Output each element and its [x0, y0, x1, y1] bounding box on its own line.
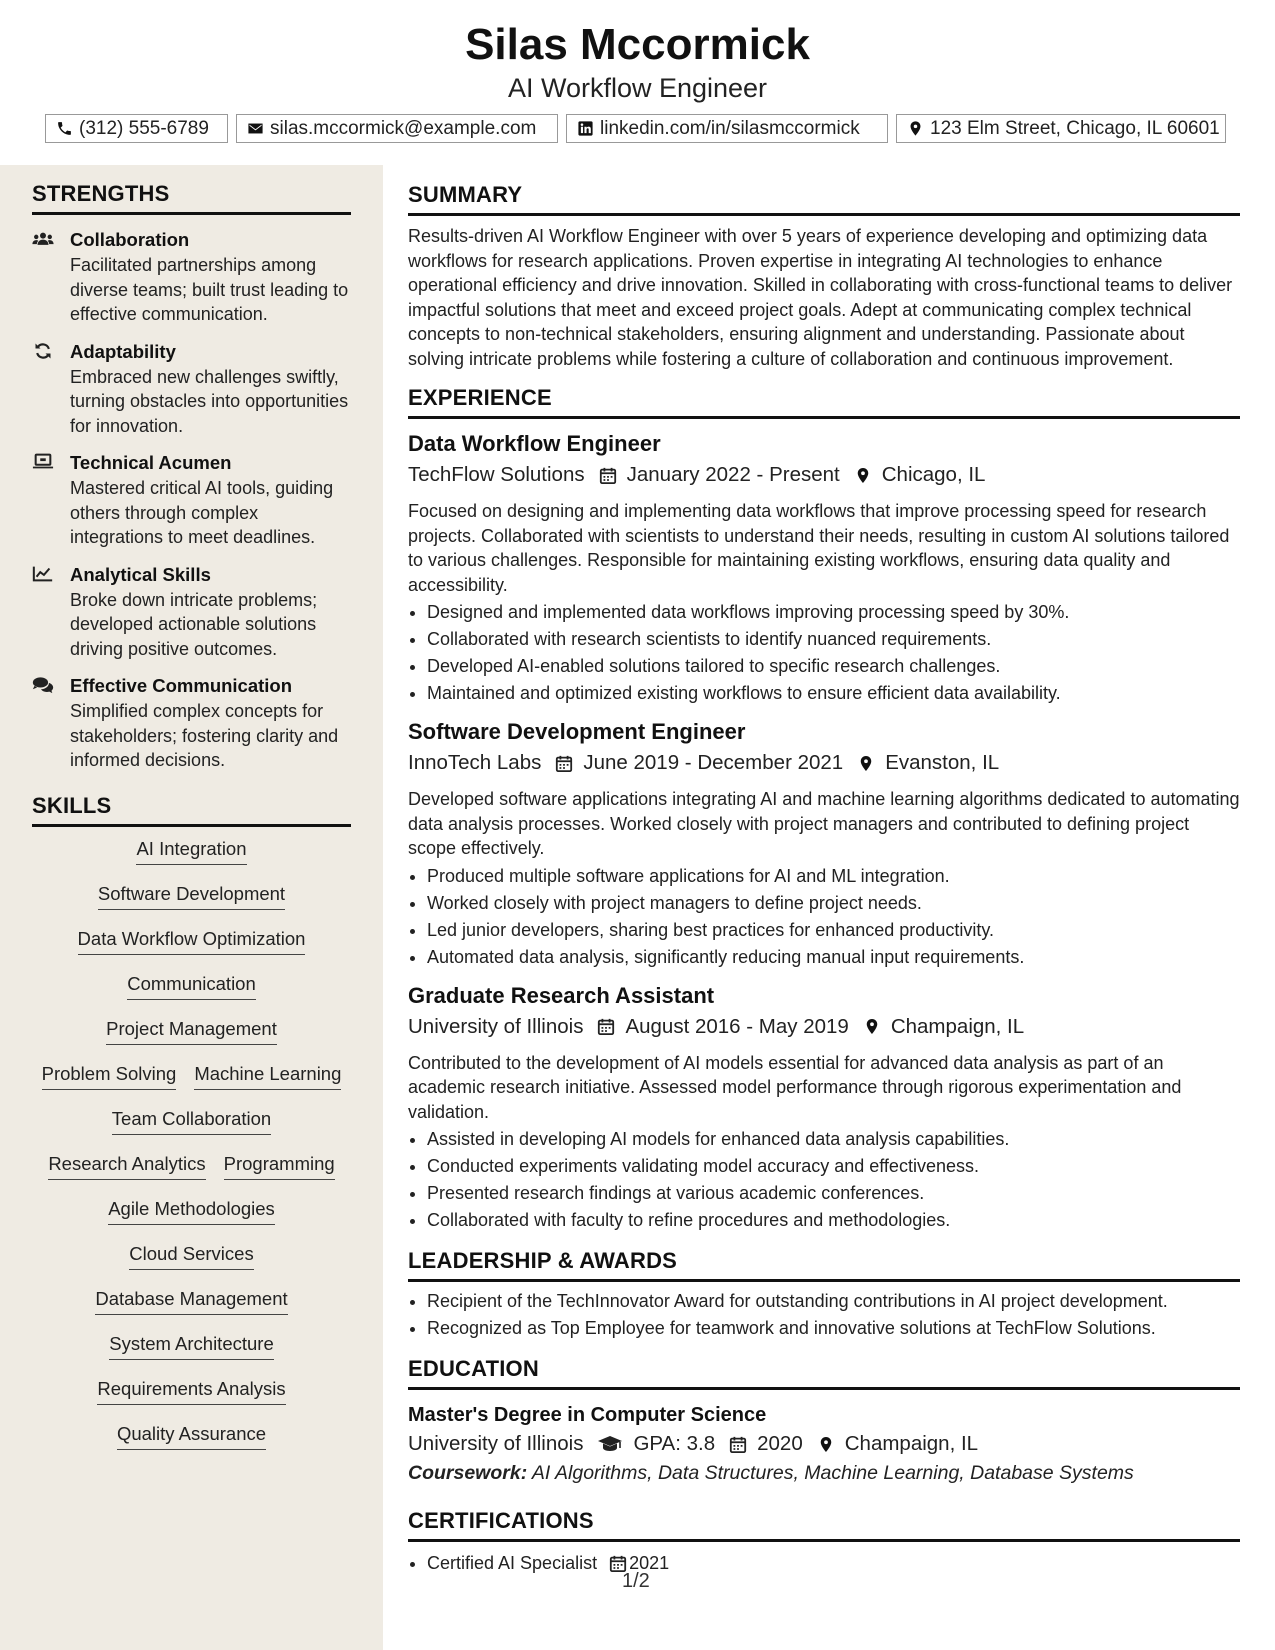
- award-item: • Recognized as Top Employee for teamwork and innovative solutions at TechFlow Solutions.: [427, 1315, 1240, 1342]
- leadership-list: [408, 1288, 1240, 1342]
- page-number: 1/2: [622, 1570, 650, 1592]
- graduation-year: 2020: [757, 1432, 803, 1455]
- skill-tag: System Architecture: [109, 1332, 274, 1360]
- skill-tag: Problem Solving: [42, 1062, 177, 1090]
- map-pin-icon: [863, 1017, 881, 1036]
- job-bullet: • Automated data analysis, significantly reducing manual input requirements.: [427, 944, 1240, 971]
- email-contact[interactable]: [236, 114, 558, 143]
- award-item: • Recipient of the TechInnovator Award for outstanding contributions in AI project development.: [427, 1288, 1240, 1315]
- strength-item: [32, 227, 351, 327]
- leadership-heading: LEADERSHIP & AWARDS: [408, 1248, 1240, 1282]
- job-description: Developed software applications integrating AI and machine learning algorithms dedicated to automating data analysis processes. Worked closely with project managers and contributed to defining project scope effectively.: [408, 789, 1240, 858]
- envelope-icon: [247, 120, 264, 137]
- phone-icon: [56, 120, 73, 137]
- skill-tag: Requirements Analysis: [97, 1377, 285, 1405]
- job-bullet: • Led junior developers, sharing best practices for enhanced productivity.: [427, 917, 1240, 944]
- calendar-icon: [729, 1435, 747, 1454]
- certifications-list: [408, 1550, 1240, 1577]
- strength-desc: Mastered critical AI tools, guiding others through complex integrations to meet deadlines.: [70, 478, 334, 547]
- job-bullet: • Designed and implemented data workflows improving processing speed by 30%.: [427, 599, 1240, 626]
- summary-text: Results-driven AI Workflow Engineer with over 5 years of experience developing and optimizing data workflows for research applications. Proven expertise in integrating AI technologies to enhance operational efficiency and drive innovation. Skilled in collaborating with cross-functional teams to deliver impactful solutions that meet and exceed project goals. Adept at communicating complex technical concepts to non-technical stakeholders, ensuring alignment and understanding. Passionate about solving intricate problems while fostering a culture of collaboration and continuous improvement.: [408, 226, 1233, 369]
- job-role: Data Workflow Engineer: [408, 431, 661, 456]
- education-meta: [408, 1430, 1240, 1458]
- job-role: Software Development Engineer: [408, 719, 746, 744]
- resume-header: [0, 18, 1275, 104]
- certification-name: • Certified AI Specialist: [427, 1553, 598, 1573]
- skill-tag: Agile Methodologies: [108, 1197, 275, 1225]
- experience-heading: EXPERIENCE: [408, 385, 1240, 419]
- calendar-icon: [599, 466, 617, 485]
- job-bullet: • Maintained and optimized existing workflows to ensure efficient data availability.: [427, 680, 1240, 707]
- skill-tag: Data Workflow Optimization: [78, 927, 306, 955]
- strength-item: [32, 673, 351, 773]
- map-pin-icon: [817, 1435, 835, 1454]
- contact-bar: [45, 114, 1226, 143]
- job-bullet: • Collaborated with research scientists to identify nuanced requirements.: [427, 626, 1240, 653]
- job-meta: [408, 459, 1240, 491]
- job-company: TechFlow Solutions: [408, 463, 585, 486]
- school-location: Champaign, IL: [844, 1432, 979, 1455]
- linkedin-text: linkedin.com/in/silasmccormick: [600, 117, 860, 139]
- candidate-name: Silas Mccormick: [465, 20, 810, 69]
- email-text: silas.mccormick@example.com: [270, 117, 537, 139]
- strength-desc: Broke down intricate problems; developed actionable solutions driving positive outcomes.: [70, 589, 318, 659]
- job-meta: [408, 747, 1240, 779]
- job-description: Focused on designing and implementing data workflows that improve processing speed for research projects. Collaborated with scientists to understand their needs, resulting in custom AI solutions tailored to various challenges. Responsible for maintaining existing workflows, ensuring data quality and accessibility.: [408, 501, 1230, 595]
- job-location: Champaign, IL: [890, 1014, 1025, 1038]
- map-pin-icon: [857, 754, 875, 773]
- skill-tag: Cloud Services: [129, 1242, 253, 1270]
- skills-list: [32, 837, 351, 1467]
- skill-tag: Database Management: [95, 1287, 287, 1315]
- calendar-icon: [555, 754, 573, 773]
- skill-tag: Team Collaboration: [112, 1107, 271, 1135]
- job-bullet: • Developed AI-enabled solutions tailored to specific research challenges.: [427, 653, 1240, 680]
- strengths-heading: STRENGTHS: [32, 181, 351, 215]
- job-bullet: • Worked closely with project managers to define project needs.: [427, 890, 1240, 917]
- certification-item: [427, 1550, 1240, 1577]
- strength-title: Technical Acumen: [70, 452, 232, 473]
- skill-tag: Research Analytics: [48, 1152, 205, 1180]
- skill-tag: AI Integration: [136, 837, 246, 865]
- skill-tag: Machine Learning: [194, 1062, 341, 1090]
- job-meta: [408, 1011, 1240, 1043]
- job-bullet: • Produced multiple software applications for AI and ML integration.: [427, 863, 1240, 890]
- job-entry: [408, 429, 1240, 707]
- certification-year: 2021: [629, 1553, 670, 1573]
- graduation-cap-icon: [597, 1434, 623, 1454]
- linkedin-contact[interactable]: [566, 114, 888, 143]
- degree-title: Master's Degree in Computer Science: [408, 1404, 767, 1426]
- skill-tag: Project Management: [106, 1017, 277, 1045]
- address-text: 123 Elm Street, Chicago, IL 60601: [930, 117, 1220, 139]
- chart-line-icon: [32, 564, 54, 584]
- phone-contact[interactable]: [45, 114, 228, 143]
- strength-item: [32, 450, 351, 550]
- coursework-list: AI Algorithms, Data Structures, Machine Learning, Database Systems: [531, 1462, 1134, 1484]
- job-dates: June 2019 - December 2021: [583, 751, 844, 774]
- job-bullet: • Assisted in developing AI models for enhanced data analysis capabilities.: [427, 1126, 1240, 1153]
- map-pin-icon: [907, 120, 924, 137]
- users-icon: [32, 229, 54, 249]
- phone-text: (312) 555-6789: [79, 117, 209, 139]
- job-bullet: • Presented research findings at various academic conferences.: [427, 1180, 1240, 1207]
- address-contact: [896, 114, 1226, 143]
- skills-heading: SKILLS: [32, 793, 351, 827]
- candidate-title: AI Workflow Engineer: [507, 73, 768, 103]
- job-description: Contributed to the development of AI models essential for advanced data analysis as part of an academic research initiative. Assessed model performance through rigorous experimentation and validation.: [408, 1052, 1182, 1122]
- job-bullet: • Collaborated with faculty to refine procedures and methodologies.: [427, 1207, 1240, 1234]
- strength-desc: Embraced new challenges swiftly, turning obstacles into opportunities for innovation.: [70, 366, 349, 436]
- skill-tag: Programming: [224, 1152, 335, 1180]
- coursework: [408, 1458, 1240, 1488]
- strength-title: Collaboration: [70, 229, 190, 250]
- strength-desc: Simplified complex concepts for stakeholders; fostering clarity and informed decisions.: [70, 701, 339, 770]
- laptop-icon: [32, 452, 54, 472]
- job-entry: [408, 717, 1240, 971]
- job-dates: January 2022 - Present: [626, 463, 840, 486]
- job-bullet: • Conducted experiments validating model accuracy and effectiveness.: [427, 1153, 1240, 1180]
- strength-item: [32, 339, 351, 439]
- job-location: Chicago, IL: [881, 463, 986, 486]
- summary-heading: SUMMARY: [408, 182, 1240, 216]
- job-location: Evanston, IL: [885, 751, 1000, 774]
- gpa: GPA: 3.8: [633, 1432, 716, 1455]
- job-company: InnoTech Labs: [408, 751, 542, 774]
- strength-desc: Facilitated partnerships among diverse teams; built trust leading to effective communication.: [70, 255, 349, 324]
- school-name: University of Illinois: [408, 1432, 584, 1455]
- sidebar: [0, 165, 383, 1650]
- skill-tag: Communication: [127, 972, 256, 1000]
- job-company: University of Illinois: [408, 1014, 584, 1038]
- job-bullets: [408, 1126, 1240, 1234]
- job-dates: August 2016 - May 2019: [625, 1014, 849, 1038]
- coursework-label: Coursework:: [408, 1462, 528, 1484]
- strength-item: [32, 562, 351, 662]
- calendar-icon: [597, 1017, 615, 1036]
- job-role: Graduate Research Assistant: [408, 982, 715, 1008]
- map-pin-icon: [854, 466, 872, 485]
- skill-tag: Quality Assurance: [117, 1422, 266, 1450]
- job-entry: [408, 981, 1240, 1235]
- education-heading: EDUCATION: [408, 1356, 1240, 1390]
- strength-title: Effective Communication: [70, 675, 293, 696]
- refresh-icon: [32, 341, 54, 361]
- strength-title: Analytical Skills: [70, 563, 211, 585]
- skill-tag: Software Development: [98, 882, 285, 910]
- strength-title: Adaptability: [70, 340, 176, 362]
- job-bullets: [408, 863, 1240, 971]
- main-content: [408, 182, 1240, 1577]
- linkedin-icon: [577, 120, 594, 137]
- comments-icon: [32, 675, 54, 695]
- job-bullets: [408, 599, 1240, 707]
- certifications-heading: CERTIFICATIONS: [408, 1508, 1240, 1542]
